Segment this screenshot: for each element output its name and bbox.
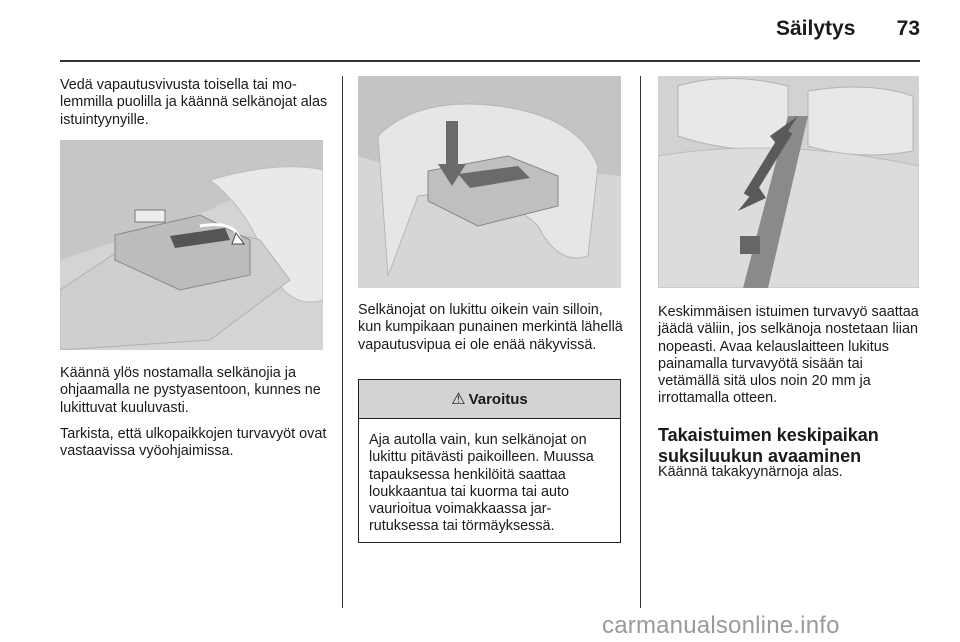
figure-seatbelt — [658, 76, 919, 288]
warning-triangle-icon: ⚠ — [451, 391, 466, 408]
warning-header — [359, 380, 620, 419]
col2-paragraph-1: Selkänojat on lukittu oikein vain silloin, kun kumpikaan punainen merkintä lähellä vapautusvipua ei ole enää näkyvissä. — [358, 302, 623, 353]
header-rule — [60, 60, 920, 62]
col3-paragraph-2: Käännä takakyynärnoja alas. — [658, 464, 843, 480]
section-heading: Takaistuimen keskipaikan suksiluukun avaaminen — [658, 425, 879, 466]
watermark: carmanualsonline.info — [602, 612, 840, 639]
col1-paragraph-3: Tarkista, että ulkopaikkojen turvavyöt ovat vastaavissa vyöohjaimissa. — [60, 426, 327, 460]
col1-paragraph-1: Vedä vapautusvivusta toisella tai molemmilla puolilla ja käännä selkänojat alas istuintyynyille. — [60, 77, 328, 128]
figure-release-lever — [60, 140, 323, 350]
col3-paragraph-1: Keskimmäisen istuimen turvavyö saattaa jäädä väliin, jos selkänoja nostetaan liian nopeasti. Avaa kelauslaitteen lukitus painamalla turvavyötä sisään tai vetämällä sitä ulos noin 20 mm ja irrottamalla otteen. — [658, 304, 919, 407]
warning-title: Varoitus — [468, 390, 528, 408]
warning-box — [358, 379, 621, 543]
page-header-title: Säilytys — [776, 17, 856, 40]
figure-lock-indicator — [358, 76, 621, 288]
column-separator-2 — [640, 76, 641, 608]
warning-text: Aja autolla vain, kun selkänojat on lukittu pitävästi paikoilleen. Muussa tapauksessa henkilöitä saattaa loukkaantua tai kuorma tai auto vaurioitua voimakkaassa jarrutuksessa tai törmäyksessä. — [369, 432, 594, 535]
col1-paragraph-2: Käännä ylös nostamalla selkänojia ja ohjaamalla ne pystyasentoon, kunnes ne lukittuvat kuuluvasti. — [60, 365, 321, 416]
page-number: 73 — [896, 17, 920, 40]
column-separator-1 — [342, 76, 343, 608]
